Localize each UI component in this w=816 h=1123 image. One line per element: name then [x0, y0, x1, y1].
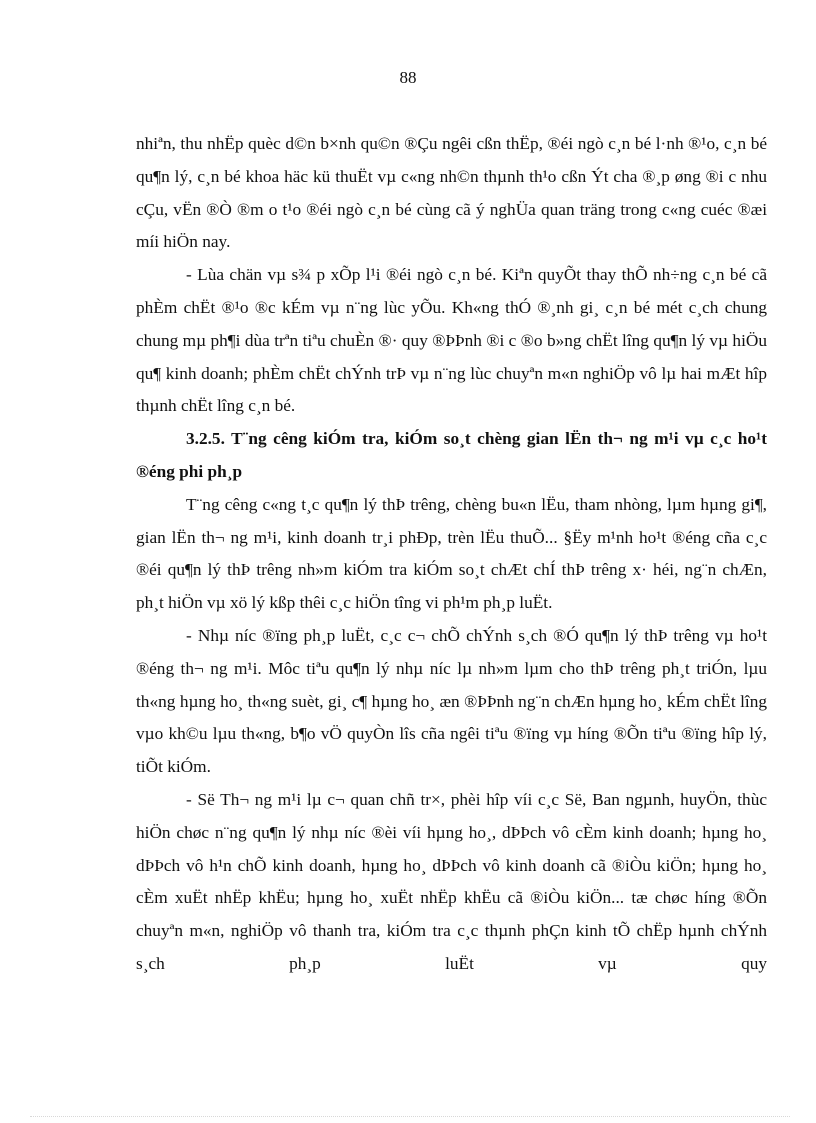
paragraph-state-law: - Nhµ níc ®ïng ph¸p luËt, c¸c c¬ chÕ chÝnh s¸ch ®Ó qu¶n lý thÞ trêng vµ ho¹t ®éng th¬ ng m¹i. Môc tiªu qu¶n lý nhµ níc lµ nh»m lµm cho thÞ trêng ph¸t triÓn, lµu th«ng hµng ho¸ th«ng suèt, gi¸ c¶ hµng ho¸ æn ®ÞÞnh ng¨n chÆn hµng ho¸ kÉm chËt lîng vµo kh©u lµu th«ng, b¶o vÖ quyÒn lîs cña ngêi tiªu ®ïng vµ híng ®Õn tiªu ®ïng hîp lý, tiÕt kiÓm.: [136, 625, 767, 777]
paragraph-staff-selection: - Lùa chän vµ s¾ p xÕp l¹i ®éi ngò c¸n bé. Kiªn quyÕt thay thÕ nh÷ng c¸n bé cã phÈm chËt ®¹o ®c kÉm vµ n¨ng lùc yÕu. Kh«ng thÓ ®¸nh gi¸ c¸n bé mét c¸ch chung chung mµ ph¶i dùa trªn tiªu chuÈn ®· quy ®ÞÞnh ®i c ®o b»ng chËt lîng qu¶n lý vµ hiÖu qu¶ kinh doanh; phÈm chËt chÝnh trÞ vµ n¨ng lùc chuyªn m«n nghiÖp vô lµ hai mÆt hîp thµnh chËt lîng c¸n bé.: [136, 265, 767, 416]
paragraph-trade-department: - Së Th¬ ng m¹i lµ c¬ quan chñ tr×, phèi hîp víi c¸c Së, Ban ngµnh, huyÖn, thùc hiÖn chøc n¨ng qu¶n lý nhµ níc ®èi víi hµng ho¸, dÞÞch vô cÈm kinh doanh; hµng ho¸ dÞÞch vô h¹n chÕ kinh doanh, hµng ho¸ dÞÞch vô kinh doanh cã ®iÒu kiÖn; hµng ho¸ cÈm xuËt nhËp khËu; hµng ho¸ xuËt nhËp khËu cã ®iÒu kiÖn... tæ chøc híng ®Õn chuyªn m«n, nghiÖp vô thanh tra, kiÓm tra c¸c thµnh phÇn kinh tÕ chËp hµnh chÝnh s¸ch ph¸p luËt vµ quy: [136, 789, 767, 973]
footer-divider: [30, 1116, 790, 1117]
paragraph-market-control: T¨ng cêng c«ng t¸c qu¶n lý thÞ trêng, chèng bu«n lËu, tham nhòng, lµm hµng gi¶, gian lËn th¬ ng m¹i, kinh doanh tr¸i phÐp, trèn lËu thuÕ... §Ëy m¹nh ho¹t ®éng cña c¸c ®éi qu¶n lý thÞ trêng nh»m kiÓm tra kiÓm so¸t chÆt chÍ thÞ trêng x· héi, ng¨n chÆn, ph¸t hiÖn vµ xö lý kßp thêi c¸c hiÖn tîng vi ph¹m ph¸p luËt.: [136, 494, 767, 613]
document-body: [136, 128, 767, 981]
page-number: 88: [399, 68, 417, 87]
paragraph-continued: nhiªn, thu nhËp quèc d©n b×nh qu©n ®Çu ngêi cßn thËp, ®éi ngò c¸n bé l·nh ®¹o, c¸n bé qu¶n lý, c¸n bé khoa häc kü thuËt vµ c«ng nh©n thµnh th¹o cßn Ýt cha ®¸p øng ®i c nhu cÇu, vËn ®Ò ®m o t¹o ®éi ngò c¸n bé cùng cã ý nghÜa quan träng trong c«ng cuéc ®æi míi hiÖn nay.: [136, 134, 767, 252]
section-heading: 3.2.5. T¨ng cêng kiÓm tra, kiÓm so¸t chèng gian lËn th¬ ng m¹i vµ c¸c ho¹t ®éng phi ph¸p: [136, 429, 767, 481]
